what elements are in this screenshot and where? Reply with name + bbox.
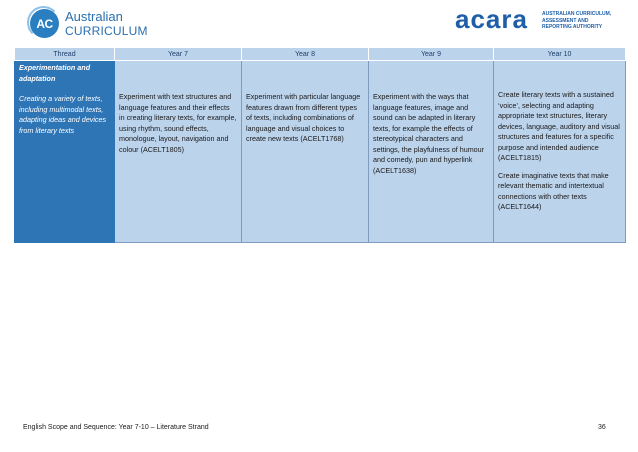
page-number: 36: [598, 424, 606, 431]
header-year-10: Year 10: [494, 48, 626, 61]
acara-subtitle-line: AUSTRALIAN CURRICULUM,: [542, 11, 612, 17]
header-year-7: Year 7: [115, 48, 242, 61]
logo-line-1: Australian: [65, 9, 123, 24]
acara-subtitle-line: ASSESSMENT AND: [542, 17, 589, 24]
logo-line-2: CURRICULUM: [65, 24, 148, 38]
table-row: [15, 61, 626, 243]
year-7-cell: [115, 61, 242, 243]
acara-subtitle-line: REPORTING AUTHORITY: [542, 24, 603, 30]
year-8-cell: [242, 61, 369, 243]
header-row: [15, 48, 626, 61]
logo-wordmark: [65, 10, 148, 37]
thread-cell: [15, 61, 115, 243]
year-10-text-2: Create imaginative texts that make relevant thematic and intertextual connections with other texts (ACELT1644): [498, 170, 609, 211]
thread-title: Experimentation and adaptation: [19, 63, 91, 83]
acara-wordmark: acara: [455, 4, 528, 34]
header-year-8: Year 8: [242, 48, 369, 61]
year-9-text: Experiment with the ways that language features, image and sound can be adapted in literary texts, for example the effects of stereotypical characters and settings, the playfulness of humour and comedy, pun and hyperlink (ACELT1638): [373, 92, 485, 175]
thread-description: Creating a variety of texts, including multimodal texts, adapting ideas and devices from literary texts: [19, 94, 107, 135]
header-year-9: Year 9: [369, 48, 494, 61]
header-thread: Thread: [15, 48, 115, 61]
footer-title: English Scope and Sequence: Year 7-10 – Literature Strand: [23, 424, 209, 431]
year-8-text: Experiment with particular language features drawn from different types of texts, including combinations of language and visual choices to create new texts (ACELT1768): [246, 92, 361, 143]
year-7-text: Experiment with text structures and language features and their effects in creating literary texts, for example, using rhythm, sound effects, monologue, layout, navigation and colour (ACELT1805): [119, 92, 237, 154]
year-10-cell: [494, 61, 626, 243]
year-10-text: Create literary texts with a sustained ‘voice’, selecting and adapting appropriate text structures, literary devices, language, auditory and visual structures and features for a specific purpose and intended audience (ACELT1815): [498, 90, 620, 162]
acara-logo: [455, 4, 620, 36]
acara-subtitle: [542, 11, 620, 31]
ac-mark: AC: [30, 9, 59, 38]
year-9-cell: [369, 61, 494, 243]
scope-sequence-table: [14, 47, 626, 243]
australian-curriculum-logo: [30, 9, 148, 39]
